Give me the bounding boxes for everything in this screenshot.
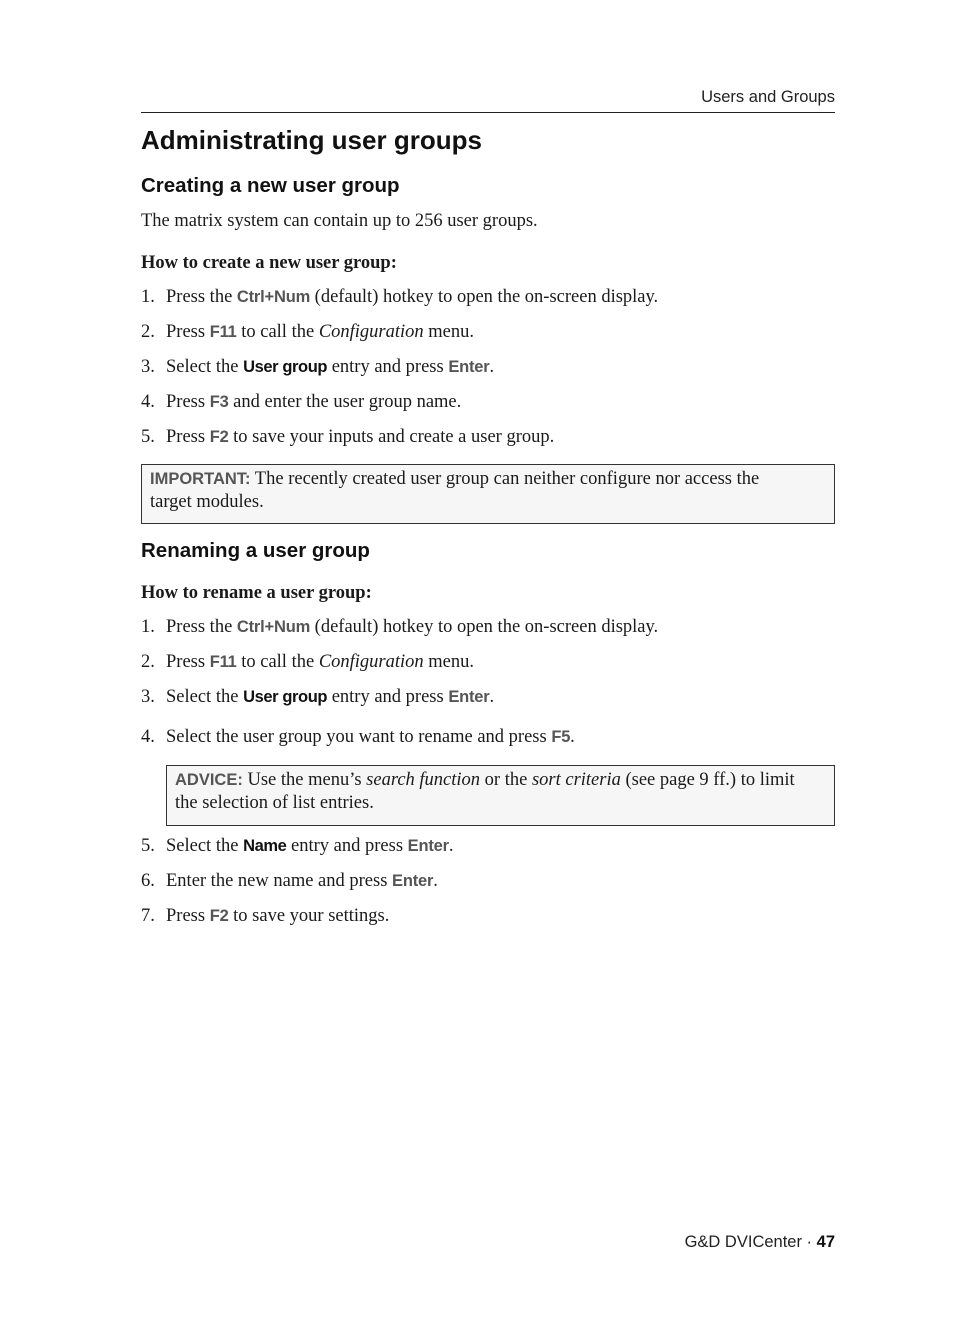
page-footer xyxy=(685,1233,835,1252)
create-step-5: 5. Press F2 to save your inputs and create a user group. xyxy=(141,427,555,447)
howto-rename-heading: How to rename a user group: xyxy=(141,583,372,603)
key-enter: Enter xyxy=(448,688,490,706)
advice-note: ADVICE: Use the menu’s search function or the sort criteria (see page 9 ff.) to limit the selection of list entries. xyxy=(166,765,835,826)
header-rule xyxy=(141,112,835,113)
key-f11: F11 xyxy=(209,323,237,341)
key-enter: Enter xyxy=(407,837,449,855)
menu-entry-user-group: User group xyxy=(243,688,328,706)
term-sort-criteria: sort criteria xyxy=(531,770,621,790)
section-heading-rename: Renaming a user group xyxy=(141,539,370,562)
rename-step-6: 6. Enter the new name and press Enter. xyxy=(141,871,438,891)
advice-label: ADVICE: xyxy=(175,771,243,789)
term-search-function: search function xyxy=(366,770,481,790)
create-step-1: 1. Press the Ctrl+Num (default) hotkey to open the on-screen display. xyxy=(141,287,659,307)
menu-entry-name: Name xyxy=(243,837,287,855)
document-page xyxy=(141,0,835,1339)
key-f11: F11 xyxy=(209,653,237,671)
rename-step-3: 3. Select the User group entry and press Enter. xyxy=(141,687,495,707)
rename-step-1: 1. Press the Ctrl+Num (default) hotkey to open the on-screen display. xyxy=(141,617,659,637)
key-f3: F3 xyxy=(209,393,229,411)
important-label: IMPORTANT: xyxy=(150,470,251,488)
important-note: IMPORTANT: The recently created user group can neither configure nor access the target modules. xyxy=(141,464,835,524)
create-step-3: 3. Select the User group entry and press Enter. xyxy=(141,357,495,377)
hotkey-ctrl-num: Ctrl+Num xyxy=(236,288,311,306)
menu-entry-user-group: User group xyxy=(243,358,328,376)
key-enter: Enter xyxy=(448,358,490,376)
footer-product: G&D DVICenter · xyxy=(684,1233,817,1251)
section-heading-create: Creating a new user group xyxy=(141,174,400,197)
howto-create-heading: How to create a new user group: xyxy=(141,253,397,273)
running-header: Users and Groups xyxy=(701,88,835,106)
rename-step-5: 5. Select the Name entry and press Enter. xyxy=(141,836,454,856)
key-f2: F2 xyxy=(209,907,229,925)
create-step-2: 2. Press F11 to call the Configuration menu. xyxy=(141,322,475,342)
page-number: 47 xyxy=(816,1233,835,1251)
key-enter: Enter xyxy=(392,872,434,890)
menu-name-configuration: Configuration xyxy=(318,652,424,672)
rename-step-2: 2. Press F11 to call the Configuration menu. xyxy=(141,652,475,672)
key-f2: F2 xyxy=(209,428,229,446)
create-step-4: 4. Press F3 and enter the user group name. xyxy=(141,392,462,412)
hotkey-ctrl-num: Ctrl+Num xyxy=(236,618,311,636)
intro-paragraph: The matrix system can contain up to 256 user groups. xyxy=(141,211,538,231)
page-title: Administrating user groups xyxy=(141,125,482,155)
key-f5: F5 xyxy=(551,728,571,746)
menu-name-configuration: Configuration xyxy=(318,322,424,342)
rename-step-7: 7. Press F2 to save your settings. xyxy=(141,906,390,926)
rename-step-4: 4. Select the user group you want to rename and press F5. xyxy=(141,727,575,747)
